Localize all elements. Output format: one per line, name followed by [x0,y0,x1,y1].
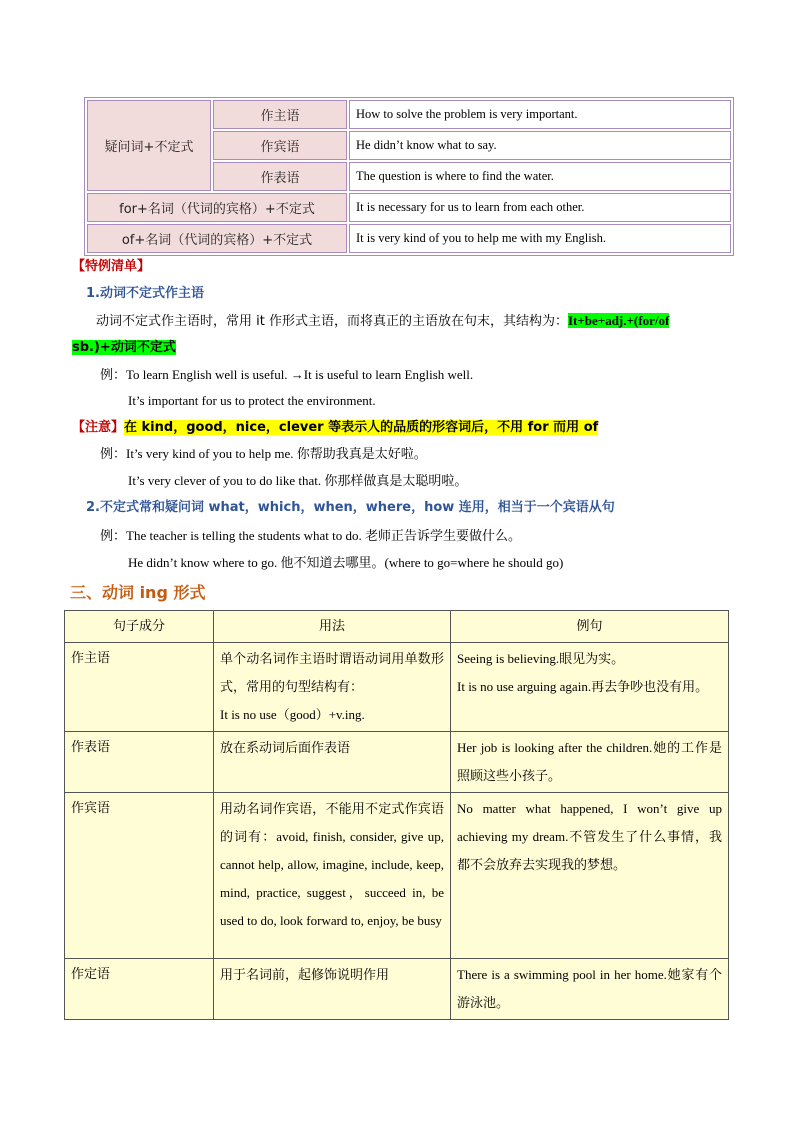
table-row [65,732,729,793]
item2-heading: 2.不定式常和疑问词 what，which，when，where，how 连用，相当于一个宾语从句 [86,500,615,515]
ing-form-table [64,610,729,1020]
item1-text-line [96,312,669,331]
usage-text: 放在系动词后面作表语 [220,740,351,755]
usage-text: 单个动名词作主语时谓语动词用单数形式，常用的句型结构有： [220,651,444,694]
usage-text: It is no use（good）+v.ing. [220,707,365,722]
infinitive-table [84,97,734,256]
example-text: Seeing is believing.眼见为实。 [457,651,625,666]
role-cell: 作主语 [213,100,347,129]
role-cell: 作主语 [65,643,214,732]
example-cell [451,959,729,1020]
example-cell [451,793,729,959]
formula-line [72,338,176,357]
table-row [87,224,731,253]
item2-example-1: 例：The teacher is telling the students what to do. 老师正告诉学生要做什么。 [100,528,521,543]
item1-heading: 1.动词不定式作主语 [86,286,204,301]
section-3-title: 三、动词 ing 形式 [70,583,206,602]
table-row [65,959,729,1020]
example-text: It is no use arguing again.再去争吵也没有用。 [457,679,709,694]
special-list-title: 【特例清单】 [72,259,151,274]
usage-cell [214,732,451,793]
example-cell: The question is where to find the water. [349,162,731,191]
example-cell: He didn’t know what to say. [349,131,731,160]
table-row [65,643,729,732]
of-row-label: of+名词（代词的宾格）+不定式 [87,224,347,253]
note-example-1: 例：It’s very kind of you to help me. 你帮助我真是太好啦。 [100,446,427,461]
note-label: 【注意】 [72,420,125,435]
table-row [87,193,731,222]
item1-text: 动词不定式作主语时，常用 it 作形式主语，而将真正的主语放在句末，其结构为： [96,314,568,329]
formula-part-a: It+be+adj.+(for/of [567,313,670,328]
usage-cell [214,793,451,959]
example-cell [451,732,729,793]
role-cell: 作表语 [213,162,347,191]
role-cell: 作定语 [65,959,214,1020]
note-line [72,418,598,437]
role-cell: 作宾语 [65,793,214,959]
role-cell: 作宾语 [213,131,347,160]
formula-part-b: sb.)+动词不定式 [72,340,176,355]
table-row [87,100,731,129]
usage-text: 用动名词作宾语，不能用不定式作宾语的词有：avoid, finish, consider, give up, cannot help, allow, imagine, include, keep, mind, practice, suggest，succeed in, be used to do, look forward to, enjoy, be busy [220,801,444,928]
header-example: 例句 [451,611,729,643]
example-text: There is a swimming pool in her home.她家有个游泳池。 [457,967,722,1010]
example-cell: It is very kind of you to help me with my English. [349,224,731,253]
table-header-row [65,611,729,643]
item2-example-2: He didn’t know where to go. 他不知道去哪里。(where to go=where he should go) [128,555,564,570]
example-cell [451,643,729,732]
item1-example-2: It’s important for us to protect the environment. [128,393,376,408]
note-text: 在 kind，good，nice，clever 等表示人的品质的形容词后，不用 for 而用 of [124,420,599,435]
usage-cell [214,643,451,732]
header-role: 句子成分 [65,611,214,643]
example-cell: How to solve the problem is very important. [349,100,731,129]
example-text: No matter what happened, I won’t give up achieving my dream.不管发生了什么事情，我都不会放弃去实现我的梦想。 [457,801,722,872]
example-cell: It is necessary for us to learn from each other. [349,193,731,222]
for-row-label: for+名词（代词的宾格）+不定式 [87,193,347,222]
header-usage: 用法 [214,611,451,643]
note-example-2: It’s very clever of you to do like that. 你那样做真是太聪明啦。 [128,473,468,488]
role-cell: 作表语 [65,732,214,793]
usage-cell [214,959,451,1020]
table-row [65,793,729,959]
item1-example-1: 例：To learn English well is useful. →It is useful to learn English well. [100,367,474,382]
usage-text: 用于名词前，起修饰说明作用 [220,967,390,982]
example-text: Her job is looking after the children.她的工作是照顾这些小孩子。 [457,740,722,783]
group-label-cell: 疑问词+不定式 [87,100,211,191]
